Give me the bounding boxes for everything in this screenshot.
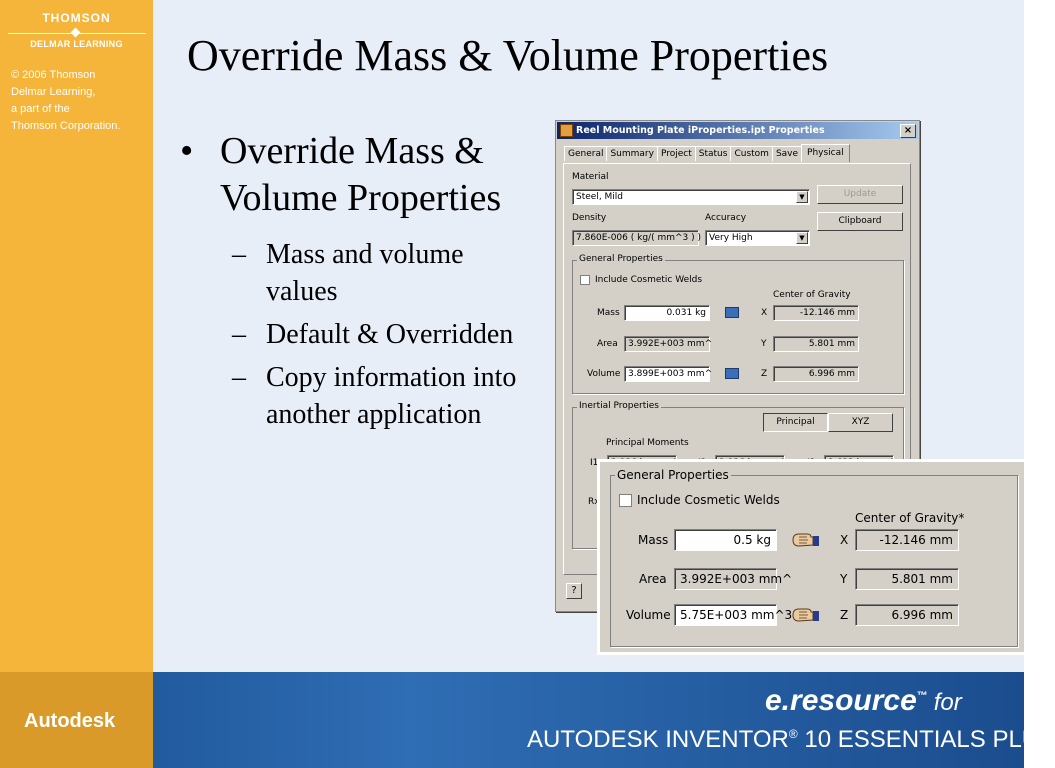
- copyright-line: a part of the: [11, 103, 70, 115]
- density-field: 7.860E-006 ( kg/( mm^3 ) ): [572, 230, 699, 246]
- autodesk-logo: Autodesk: [24, 710, 116, 732]
- footer-left-block: [0, 672, 153, 768]
- group-title: General Properties: [579, 254, 663, 264]
- general-properties-group: [610, 468, 1018, 647]
- tab-bar: [564, 146, 849, 164]
- sub-bullet-item: – Mass and volume values: [232, 239, 464, 307]
- accuracy-select[interactable]: [705, 230, 810, 246]
- tab-status[interactable]: Status: [695, 146, 732, 161]
- cosmetic-welds-checkbox[interactable]: [580, 275, 590, 285]
- sub-bullet-text: Copy information into another application: [266, 362, 517, 430]
- cog-y-field: 5.801 mm: [773, 336, 859, 352]
- copyright-line: Thomson Corporation.: [11, 120, 121, 132]
- material-value: Steel, Mild: [576, 192, 624, 202]
- cog-z-field: 6.996 mm: [773, 366, 859, 382]
- accuracy-value: Very High: [709, 233, 753, 243]
- bullet-list: [180, 128, 520, 433]
- mass-field[interactable]: 0.5 kg: [674, 529, 777, 551]
- calculator-icon[interactable]: [725, 368, 739, 379]
- cog-z-field: 6.996 mm: [855, 604, 959, 626]
- rx-label: Rx: [588, 497, 600, 507]
- cosmetic-welds-label: Include Cosmetic Welds: [637, 493, 780, 507]
- trademark-mark: ™: [916, 690, 928, 702]
- bullet-item: • Override Mass & Volume Properties: [180, 130, 502, 219]
- cog-x-label: X: [761, 308, 768, 318]
- volume-label: Volume: [626, 608, 671, 622]
- principal-moments-label: Principal Moments: [606, 438, 689, 448]
- volume-field[interactable]: 3.899E+003 mm^: [624, 366, 710, 382]
- clipboard-button[interactable]: Clipboard: [817, 212, 903, 231]
- group-title: General Properties: [617, 468, 729, 482]
- cog-y-label: Y: [761, 339, 767, 349]
- product-text: AUTODESK INVENTOR: [527, 726, 789, 753]
- chevron-down-icon[interactable]: ▼: [796, 232, 808, 244]
- area-field: 3.992E+003 mm^: [674, 568, 777, 590]
- brand-logo-bottom: DELMAR LEARNING: [30, 39, 123, 49]
- eresource-text: e.resource: [765, 684, 917, 717]
- material-label: Material: [572, 172, 609, 182]
- brand-logo-top: THOMSON: [42, 11, 111, 25]
- part-file-icon: [560, 124, 573, 137]
- area-field: 3.992E+003 mm^: [624, 336, 710, 352]
- xyz-toggle[interactable]: XYZ: [828, 413, 893, 432]
- cosmetic-welds-label: Include Cosmetic Welds: [595, 275, 703, 285]
- cog-x-field: -12.146 mm: [855, 529, 959, 551]
- volume-label: Volume: [587, 369, 621, 379]
- cog-y-label: Y: [840, 572, 848, 586]
- dialog-title-bar: [557, 122, 918, 139]
- cosmetic-welds-checkbox[interactable]: [619, 494, 632, 507]
- zoomed-general-properties: [600, 462, 1024, 652]
- copyright-line: © 2006 Thomson: [11, 69, 96, 81]
- principal-toggle[interactable]: Principal: [763, 413, 828, 432]
- product-tail: 10 ESSENTIALS PLUS: [797, 726, 1055, 753]
- calculator-icon[interactable]: [725, 307, 739, 318]
- hand-override-icon[interactable]: [791, 606, 821, 624]
- tab-physical[interactable]: Physical: [801, 144, 850, 162]
- sub-bullet-item: – Default & Overridden: [232, 319, 514, 350]
- hand-override-icon[interactable]: [791, 531, 821, 549]
- material-select[interactable]: [572, 189, 810, 205]
- cog-z-label: Z: [761, 369, 768, 379]
- brand-sidebar: [0, 0, 153, 672]
- mass-field[interactable]: 0.031 kg: [624, 305, 710, 321]
- close-button[interactable]: ×: [900, 124, 916, 138]
- help-button[interactable]: ?: [566, 583, 582, 599]
- tab-custom[interactable]: Custom: [730, 146, 772, 161]
- general-properties-group: [572, 254, 904, 394]
- volume-field[interactable]: 5.75E+003 mm^3: [674, 604, 777, 626]
- brand-diamond-icon: [71, 28, 81, 38]
- area-label: Area: [639, 572, 667, 586]
- center-of-gravity-label: Center of Gravity: [773, 290, 851, 300]
- tab-general[interactable]: General: [564, 146, 607, 161]
- product-name: [527, 726, 1055, 754]
- copyright-notice: [11, 67, 120, 135]
- accuracy-label: Accuracy: [705, 213, 747, 223]
- chevron-down-icon[interactable]: ▼: [796, 191, 808, 203]
- center-of-gravity-label: Center of Gravity*: [855, 511, 965, 525]
- mass-label: Mass: [638, 533, 669, 547]
- area-label: Area: [597, 339, 618, 349]
- tab-save[interactable]: Save: [772, 146, 802, 161]
- mass-label: Mass: [597, 308, 620, 318]
- sub-bullet-item: – Copy information into another application: [232, 362, 517, 430]
- registered-mark: ®: [788, 727, 798, 741]
- eresource-for: for: [933, 689, 962, 716]
- tab-summary[interactable]: Summary: [606, 146, 658, 161]
- slide-title: Override Mass & Volume Properties: [187, 31, 829, 80]
- eresource-logo: [765, 684, 962, 718]
- copyright-line: Delmar Learning,: [11, 86, 96, 98]
- sub-bullet-text: Mass and volume values: [266, 239, 464, 307]
- tab-project[interactable]: Project: [657, 146, 696, 161]
- density-label: Density: [572, 213, 607, 223]
- i1-label: I1: [590, 458, 599, 468]
- footer-banner: [0, 672, 1055, 768]
- cog-z-label: Z: [840, 608, 849, 622]
- bullet-text: Override Mass & Volume Properties: [220, 130, 502, 219]
- update-button[interactable]: Update: [817, 185, 903, 204]
- cog-x-label: X: [840, 533, 849, 547]
- dialog-title: Reel Mounting Plate iProperties.ipt Properties: [576, 125, 825, 136]
- group-title: Inertial Properties: [579, 401, 659, 411]
- cog-y-field: 5.801 mm: [855, 568, 959, 590]
- sub-bullet-text: Default & Overridden: [266, 319, 514, 350]
- cog-x-field: -12.146 mm: [773, 305, 859, 321]
